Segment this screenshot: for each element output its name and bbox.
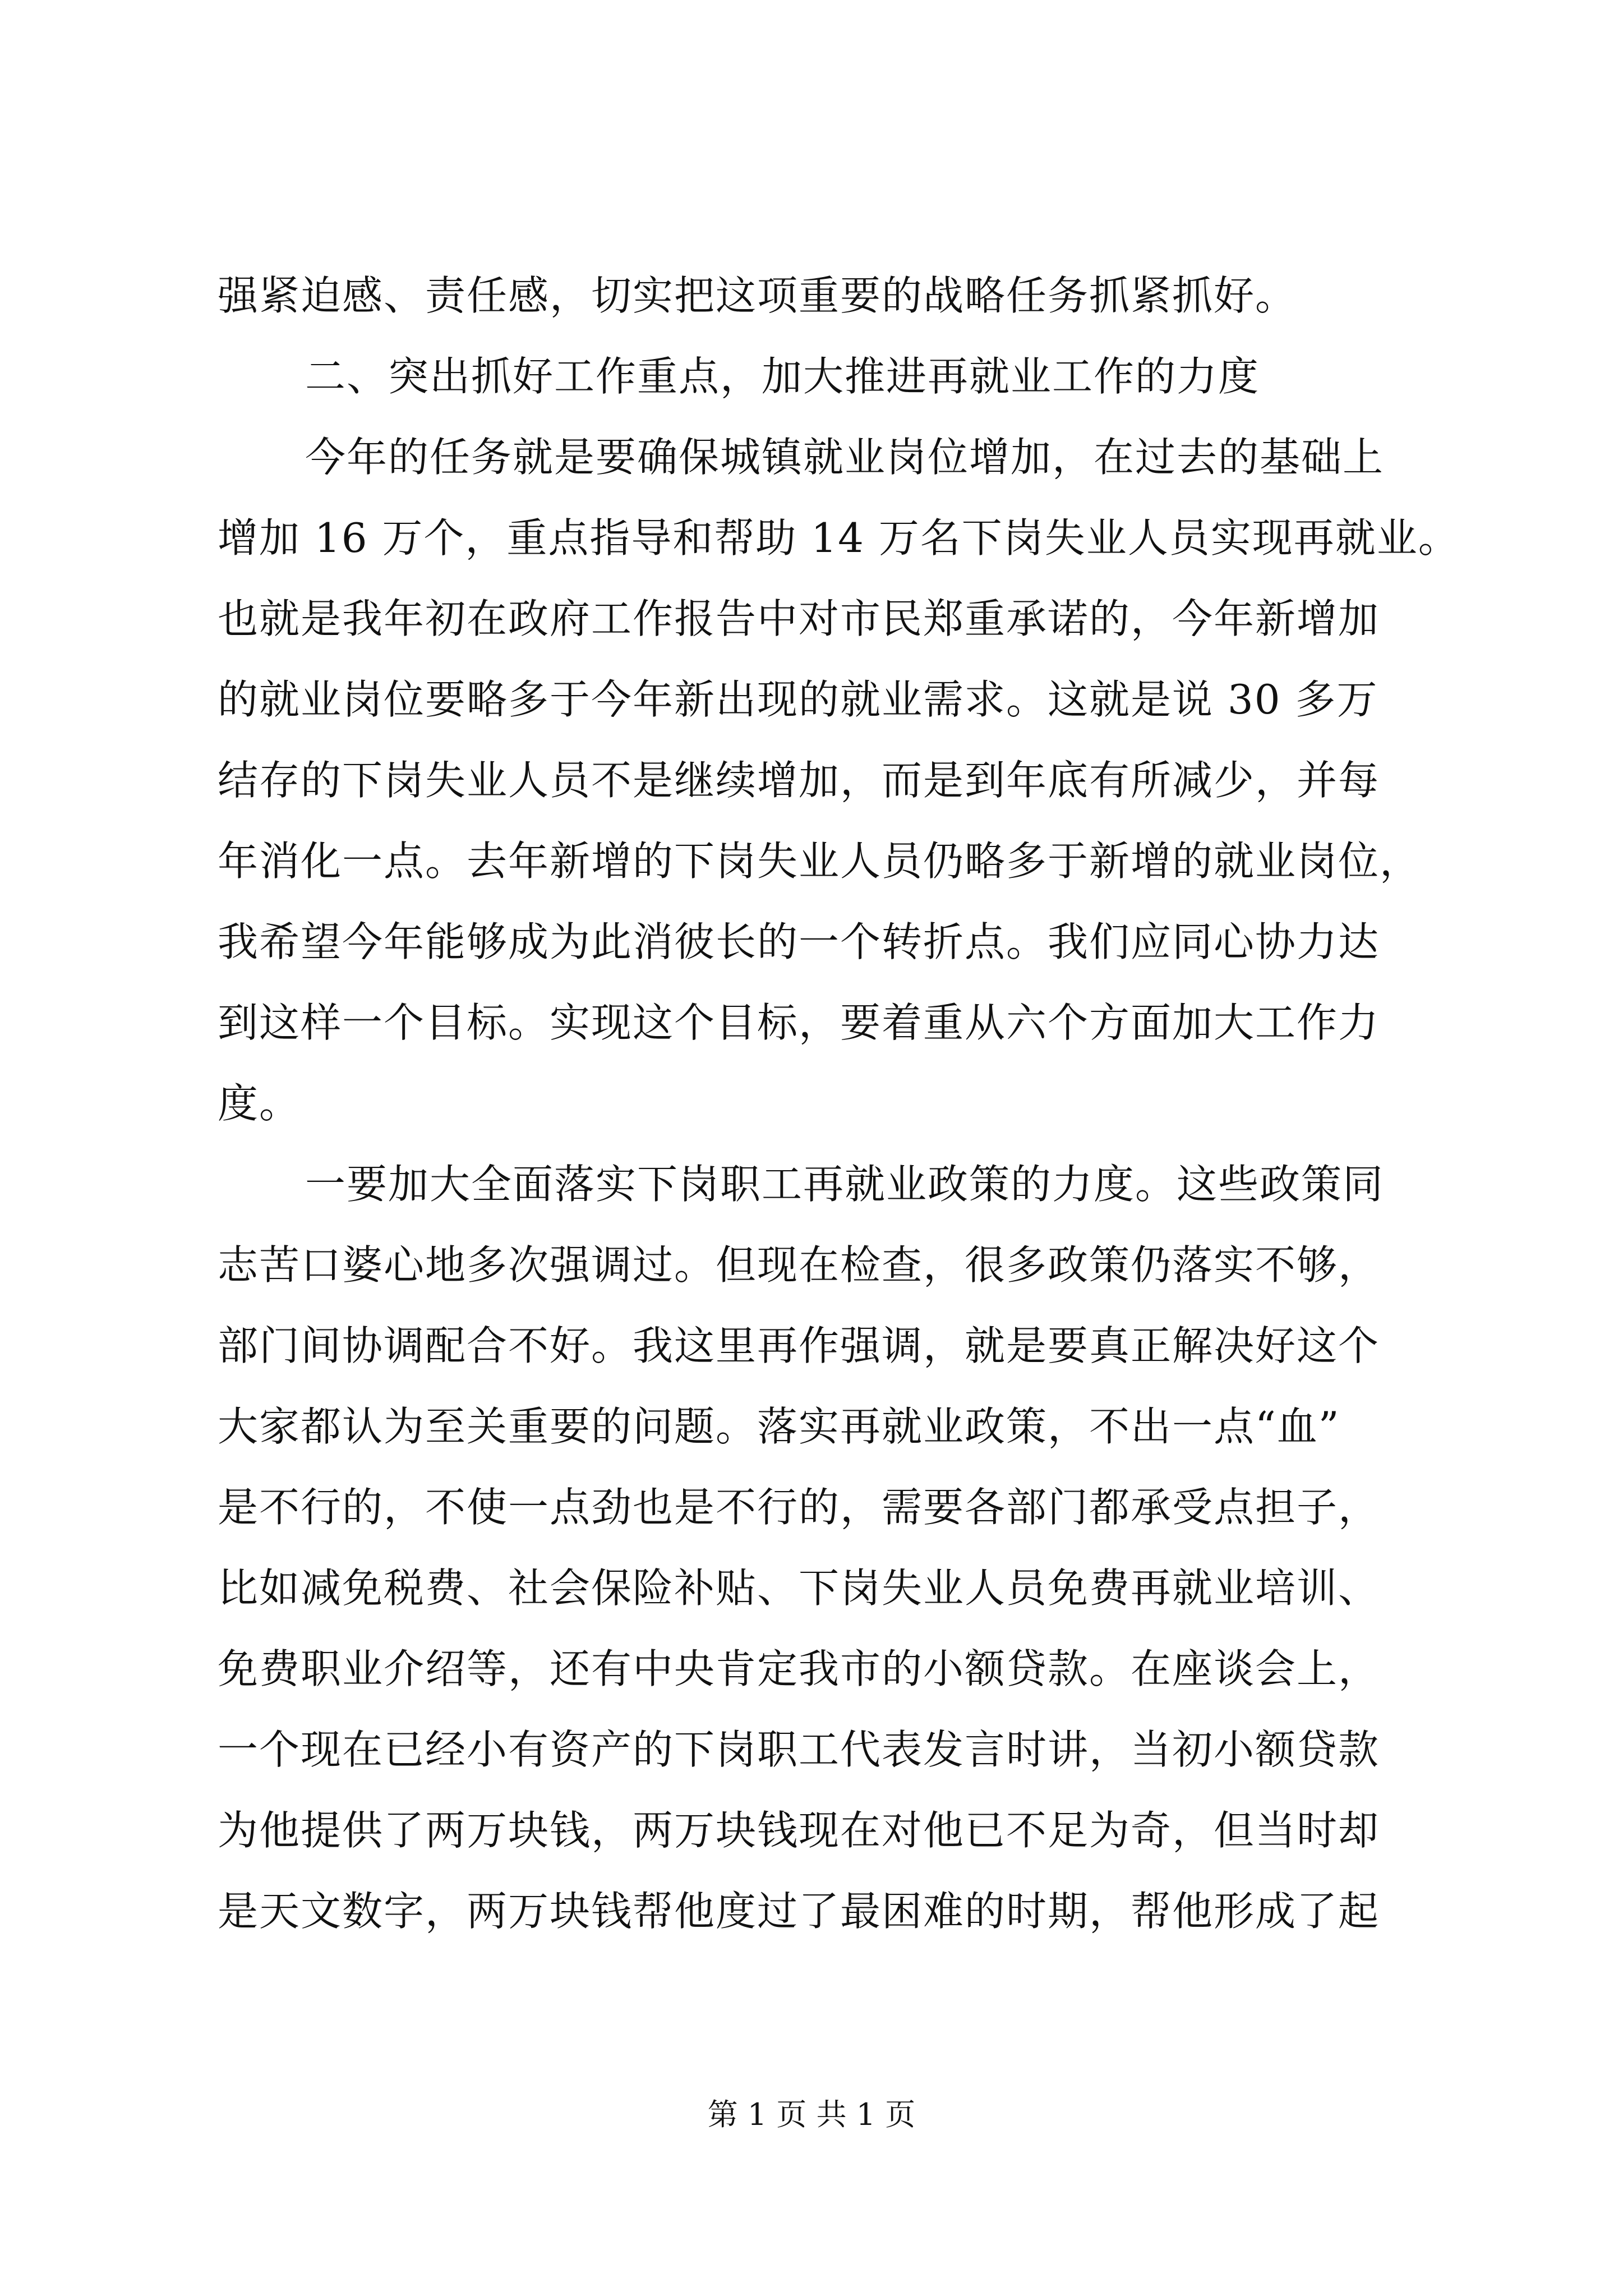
text-line: 结存的下岗失业人员不是继续增加，而是到年底有所减少，并每 <box>218 757 1380 804</box>
text-line: 强紧迫感、责任感，切实把这项重要的战略任务抓紧抓好。 <box>218 272 1297 319</box>
document-body <box>218 255 1460 1952</box>
text-line: 度。 <box>218 1080 301 1127</box>
text-line: 今年的任务就是要确保城镇就业岗位增加，在过去的基础上 <box>305 434 1385 481</box>
text-line: 也就是我年初在政府工作报告中对市民郑重承诺的，今年新增加 <box>218 595 1380 642</box>
text-line: 志苦口婆心地多次强调过。但现在检查，很多政策仍落实不够， <box>218 1241 1380 1289</box>
text-line: 比如减免税费、社会保险补贴、下岗失业人员免费再就业培训、 <box>218 1565 1380 1612</box>
text-line: 是不行的，不使一点劲也是不行的，需要各部门都承受点担子， <box>218 1484 1380 1531</box>
text-line: 增加 16 万个，重点指导和帮助 14 万名下岗失业人员实现再就业。 <box>218 514 1460 562</box>
text-line: 为他提供了两万块钱，两万块钱现在对他已不足为奇，但当时却 <box>218 1807 1380 1854</box>
section-heading: 二、突出抓好工作重点，加大推进再就业工作的力度 <box>305 353 1260 400</box>
text-line: 年消化一点。去年新增的下岗失业人员仍略多于新增的就业岗位， <box>218 838 1422 885</box>
text-line: 一个现在已经小有资产的下岗职工代表发言时讲，当初小额贷款 <box>218 1726 1380 1773</box>
text-line: 免费职业介绍等，还有中央肯定我市的小额贷款。在座谈会上， <box>218 1645 1380 1692</box>
text-line: 是天文数字，两万块钱帮他度过了最困难的时期，帮他形成了起 <box>218 1888 1380 1935</box>
page-footer: 第 1 页 共 1 页 <box>707 2097 916 2132</box>
text-line: 部门间协调配合不好。我这里再作强调，就是要真正解决好这个 <box>218 1322 1380 1369</box>
text-line: 一要加大全面落实下岗职工再就业政策的力度。这些政策同 <box>305 1161 1385 1208</box>
text-line: 到这样一个目标。实现这个目标，要着重从六个方面加大工作力 <box>218 999 1380 1046</box>
text-line: 我希望今年能够成为此消彼长的一个转折点。我们应同心协力达 <box>218 918 1380 965</box>
text-line: 大家都认为至关重要的问题。落实再就业政策，不出一点“血” <box>218 1403 1340 1450</box>
text-line: 的就业岗位要略多于今年新出现的就业需求。这就是说 30 多万 <box>218 676 1378 723</box>
